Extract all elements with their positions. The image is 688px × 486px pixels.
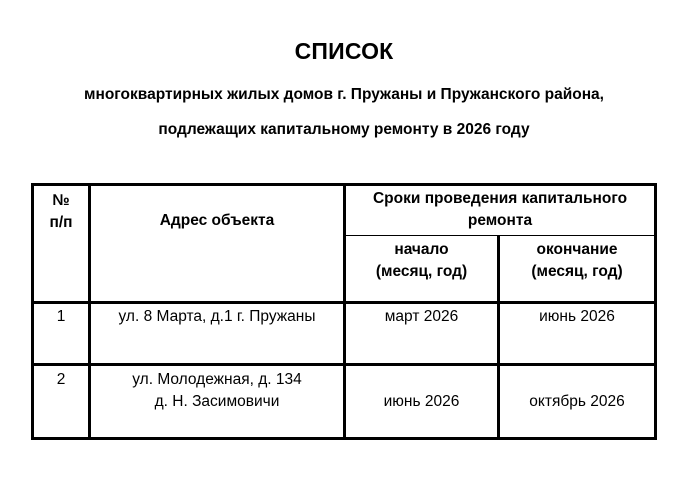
header-number-line1: № <box>52 192 70 209</box>
header-start <box>345 236 499 303</box>
cell-start: март 2026 <box>345 303 499 365</box>
cell-number: 2 <box>33 365 90 439</box>
header-start-line2: (месяц, год) <box>375 263 468 280</box>
document-subtitle-line1: многоквартирных жилых домов г. Пружаны и Пружанского района, <box>84 86 604 103</box>
header-address: Адрес объекта <box>90 185 345 303</box>
cell-end: октябрь 2026 <box>499 365 656 439</box>
cell-address-line1: ул. Молодежная, д. 134 <box>132 371 302 388</box>
table-row <box>33 365 656 439</box>
header-start-line1: начало <box>394 241 449 258</box>
document-title: СПИСОК <box>294 38 394 64</box>
cell-address <box>90 365 345 439</box>
cell-end: июнь 2026 <box>499 303 656 365</box>
header-number-line2: п/п <box>49 214 73 231</box>
header-period: Сроки проведения капитального ремонта <box>345 185 656 236</box>
header-end-line2: (месяц, год) <box>531 263 623 280</box>
header-end-line1: окончание <box>536 241 618 258</box>
header-end <box>499 236 656 303</box>
cell-number: 1 <box>33 303 90 365</box>
cell-start: июнь 2026 <box>345 365 499 439</box>
table-row <box>33 303 656 365</box>
cell-address <box>90 303 345 365</box>
cell-address-line2: д. Н. Засимовичи <box>154 393 280 410</box>
cell-address-line1: ул. 8 Марта, д.1 г. Пружаны <box>118 308 316 325</box>
repair-schedule-table <box>31 183 657 440</box>
header-number <box>33 185 90 303</box>
document-subtitle-line2: подлежащих капитальному ремонту в 2026 году <box>158 121 530 138</box>
